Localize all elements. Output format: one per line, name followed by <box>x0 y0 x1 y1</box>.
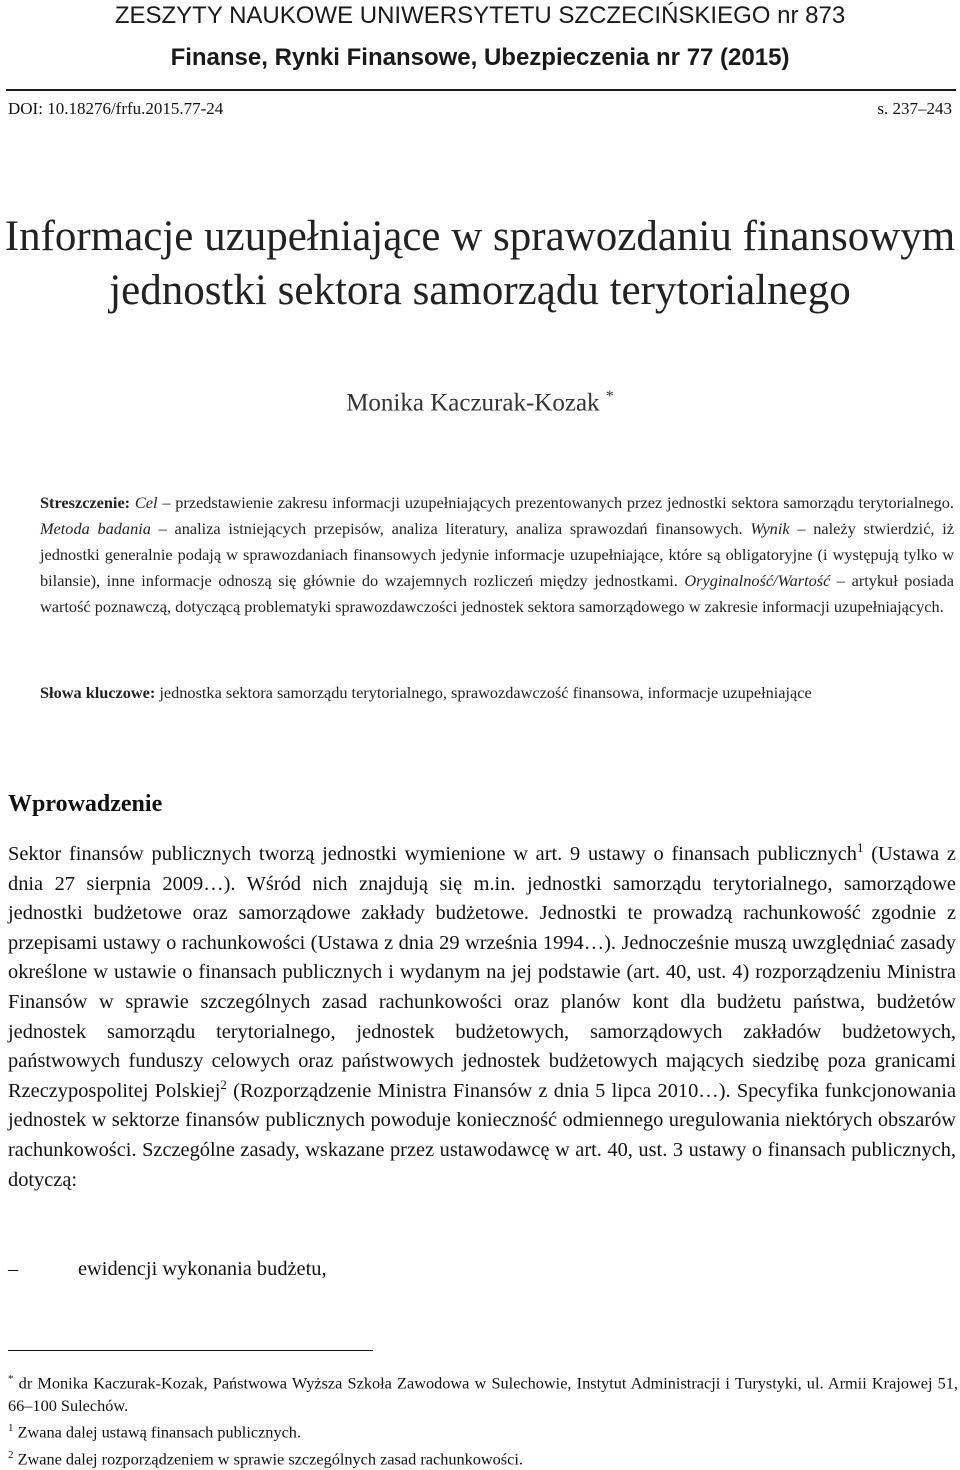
footnote-ref-1: 1 <box>856 840 864 856</box>
abstract-cel-label: Cel <box>134 493 158 512</box>
footnote-2 <box>8 1444 958 1470</box>
author <box>0 388 960 417</box>
header-rule <box>6 89 956 91</box>
keywords-label: Słowa kluczowe: <box>40 683 156 702</box>
abstract-metoda-text: – analiza istniejących przepisów, analiza literatury, analiza sprawozdań finansowych. <box>150 519 751 538</box>
abstract-oryginalnosc-text: – artykuł posiada wartość poznawczą, dotyczącą problematyki sprawozdawczości jednostek sektora samorządowego w zakresie informacji uzupełniających. <box>40 571 955 616</box>
footnotes <box>8 1368 958 1470</box>
abstract <box>40 490 954 620</box>
journal-name: ZESZYTY NAUKOWE UNIWERSYTETU SZCZECIŃSKIEGO nr 873 <box>114 2 846 29</box>
abstract-wynik-label: Wynik <box>750 519 790 538</box>
footnote-1 <box>8 1417 958 1443</box>
keywords-text: jednostka sektora samorządu terytorialnego, sprawozdawczość finansowa, informacje uzupełniające <box>155 683 812 702</box>
abstract-oryginalnosc-label: Oryginalność/Wartość <box>684 571 831 590</box>
list-dash: – <box>8 1258 19 1280</box>
abstract-cel-text: – przedstawienie zakresu informacji uzupełniających prezentowanych przez jednostki sektora samorządu terytorialnego. <box>157 493 954 512</box>
body-text-part2: (Ustawa z dnia 27 sierpnia 2009…). Wśród nich znajdują się m.in. jednostki samorządu terytorialnego, samorządowe jednostki budżetowe oraz samorządowe zakłady budżetowe. Jednostki te prowadzą rachunkowość zgodnie z przepisami ustawy o rachunkowości (Ustawa z dnia 29 września 1994…). Jednocześnie muszą uwzględniać zasady określone w ustawie o finansach publicznych i wydanym na jej podstawie (art. 40, ust. 4) rozporządzeniu Ministra Finansów w sprawie szczególnych zasad rachunkowości oraz planów kont dla budżetu państwa, budżetów jednostek samorządu terytorialnego, jednostek budżetowych, samorządowych zakładów budżetowych, państwowych funduszy celowych oraz państwowych jednostek budżetowych mających siedzibę poza granicami Rzeczypospolitej Polskiej <box>8 843 956 1102</box>
list-item <box>8 1258 327 1281</box>
abstract-metoda-label: Metoda badania <box>40 519 151 538</box>
article-title: Informacje uzupełniające w sprawozdaniu finansowym jednostki sektora samorządu terytorialnego <box>4 213 956 314</box>
footnote-text: Zwana dalej ustawą finansach publicznych. <box>13 1422 302 1442</box>
body-paragraph <box>8 840 956 1195</box>
author-footnote-mark: * <box>605 388 614 405</box>
body-text-part3: (Rozporządzenie Ministra Finansów z dnia 5 lipca 2010…). Specyfika funkcjonowania jednostek w sektorze finansów publicznych powoduje konieczność odmiennego uregulowania niektórych obszarów rachunkowości. Szczególne zasady, wskazane przez ustawodawcę w art. 40, ust. 3 ustawy o finansach publicznych, dotyczą: <box>8 1079 957 1191</box>
doi: DOI: 10.18276/frfu.2015.77-24 <box>8 99 224 118</box>
footnote-author <box>8 1368 958 1417</box>
journal-issue: Finanse, Rynki Finansowe, Ubezpieczenia nr 77 (2015) <box>170 44 790 71</box>
footnote-mark: * <box>8 1373 14 1385</box>
footnote-ref-2: 2 <box>220 1076 227 1092</box>
footnote-mark: 2 <box>8 1448 14 1461</box>
footnote-mark: 1 <box>8 1422 14 1435</box>
page-range: s. 237–243 <box>877 99 952 118</box>
abstract-label: Streszczenie: <box>40 493 131 512</box>
list-item-text: ewidencji wykonania budżetu, <box>78 1258 327 1280</box>
footnote-text: Zwane dalej rozporządzeniem w sprawie szczególnych zasad rachunkowości. <box>13 1449 523 1469</box>
footnote-rule <box>8 1350 373 1351</box>
author-name: Monika Kaczurak-Kozak <box>346 389 600 417</box>
keywords <box>40 680 954 706</box>
body-text-part1: Sektor finansów publicznych tworzą jednostki wymienione w art. 9 ustawy o finansach publicznych <box>8 843 857 865</box>
abstract-wynik-text: – należy stwierdzić, iż jednostki generalnie podają w sprawozdaniach finansowych jedynie informacje uzupełniające, które są obligatoryjne (i występują tylko w bilansie), inne informacje odnoszą się głównie do wzajemnych rozliczeń między jednostkami. <box>40 519 955 590</box>
section-heading: Wprowadzenie <box>8 791 163 817</box>
footnote-text: dr Monika Kaczurak-Kozak, Państwowa Wyższa Szkoła Zawodowa w Sulechowie, Instytut Administracji i Turystyki, ul. Armii Krajowej 51, 66–100 Sulechów. <box>8 1373 958 1416</box>
